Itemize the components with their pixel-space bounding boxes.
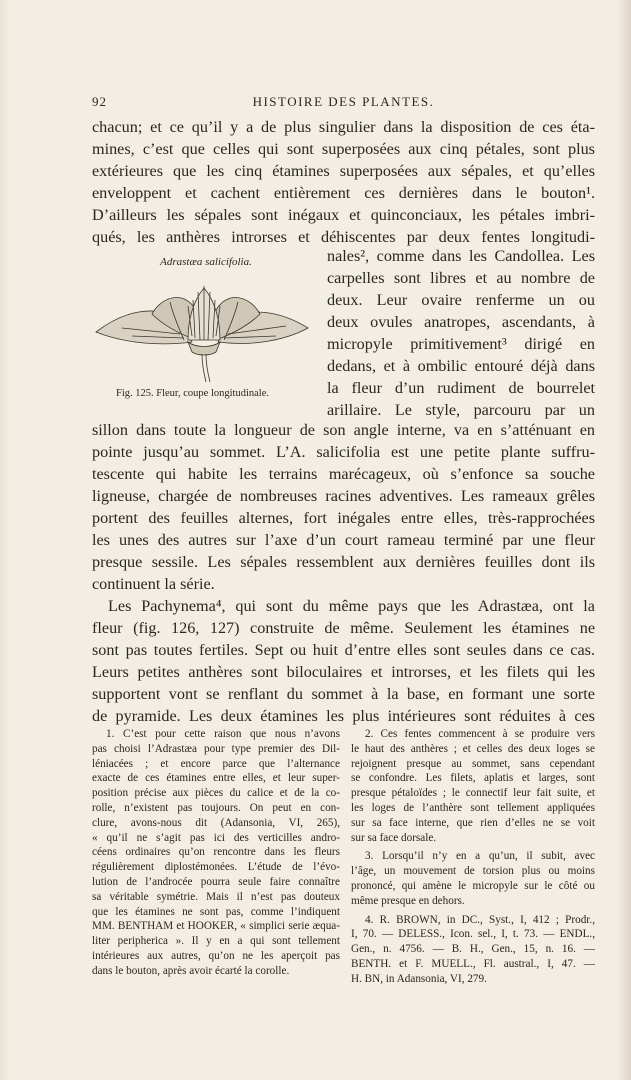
footnote-line: les loges de l’anthère sont tellement appliquées: [351, 801, 595, 814]
text-line: la fleur d’un rudiment de bourrelet: [327, 379, 595, 397]
footnote-line: 3. Lorsqu’il n’y en a qu’un, il subit, avec: [365, 850, 595, 863]
text-line: dedans, et à ombilic entouré déjà dans: [327, 357, 595, 375]
page-number: 92: [92, 94, 107, 109]
flower-section-illustration: [92, 282, 320, 386]
figure-caption: Fig. 125. Fleur, coupe longitudinale.: [116, 388, 269, 399]
figure-title: Adrastæa salicifolia.: [160, 256, 252, 268]
text-line: les unes des autres sur l’axe d’un court rameau terminé par une fleur: [92, 531, 595, 549]
body-text-bottom: [92, 419, 595, 727]
footnote-line: I, 70. — DELESS., Icon. sel., I, t. 73. — ENDL.,: [351, 928, 595, 941]
text-line: supportent vont se renflant du sommet à la base, en formant une sorte: [92, 685, 595, 703]
running-title: HISTOIRE DES PLANTES.: [252, 94, 435, 109]
text-line: enveloppent et cachent entièrement ces dernières dans le bouton¹.: [92, 184, 595, 202]
footnote: [351, 913, 595, 987]
footnote: [92, 727, 340, 979]
text-line: micropyle primitivement³ dirigé en: [327, 335, 595, 353]
figure-125: [92, 256, 320, 406]
running-header: [92, 94, 595, 112]
body-text-beside-figure: [327, 246, 595, 422]
footnote-line: sur sa face dorsale.: [351, 831, 437, 844]
footnote-line: liter peripherica ». Il y en a qui sont tellement: [92, 935, 340, 948]
footnote-line: rejoignent presque au sommet, sans cependant: [351, 757, 595, 770]
footnote-line: MM. BENTHAM et HOOKER, « simplici serie æqua-: [92, 920, 340, 933]
footnote: [351, 727, 595, 845]
text-line: de pyramide. Les deux étamines les plus intérieures sont réduites à ces: [92, 707, 595, 725]
footnote-line: rolle, n’existent pas toujours. On peut en con-: [92, 801, 340, 814]
footnote-line: exacte de ces étamines entre elles, et leur super-: [92, 772, 340, 785]
footnote-line: lution de l’androcée pourra seule faire connaître: [92, 875, 340, 888]
footnote-line: l’âge, un mouvement de torsion plus ou moins: [351, 865, 595, 878]
text-line: fleur (fig. 126, 127) construite de même. Seulement les étamines ne: [92, 619, 595, 637]
footnote-line: 1. C’est pour cette raison que nous n’avons: [106, 728, 340, 740]
footnote-line: clure, avons-nous dit (Adansonia, VI, 265),: [92, 816, 340, 829]
footnote-line: « qu’il ne s’agit pas ici des verticilles andro-: [92, 831, 340, 844]
text-line: arillaire. Le style, parcouru par un: [327, 401, 595, 419]
text-line: pointe jusqu’au sommet. L’A. salicifolia est une petite plante suffru-: [92, 443, 595, 461]
footnote-line: prononcé, qui amène le micropyle sur le côté ou: [351, 879, 595, 892]
footnote-line: Gen., n. 4756. — B. H., Gen., 15, n. 16. —: [351, 943, 595, 956]
text-line: Les Pachynema⁴, qui sont du même pays que les Adrastæa, ont la: [108, 597, 595, 615]
footnote-line: même presque en dehors.: [351, 894, 465, 907]
footnote-line: H. BN, in Adansonia, VI, 279.: [351, 972, 487, 985]
text-line: D’ailleurs les sépales sont inégaux et quinconciaux, les pétales imbri-: [92, 206, 595, 224]
text-line: deux. Leur ovaire renferme un ou: [327, 291, 595, 309]
text-line: portent des feuilles alternes, fort inégales entre elles, très-rapprochées: [92, 509, 595, 527]
footnote-line: se confondre. Les filets, aplatis et larges, sont: [351, 772, 595, 785]
footnote-line: céens ordinaires qu’on rencontre dans les fleurs: [92, 846, 340, 859]
footnote-line: BENTH. et F. MUELL., Fl. austral., I, 47. —: [351, 957, 595, 970]
text-line: sillon dans toute la longueur de son angle interne, va en s’atténuant en: [92, 421, 595, 439]
footnote-line: le haut des anthères ; et celles des deux loges se: [351, 742, 595, 755]
footnote-line: 4. R. BROWN, in DC., Syst., I, 412 ; Prodr.,: [365, 913, 595, 926]
footnote-line: sur sa face interne, que rien d’elles ne se voit: [351, 816, 595, 829]
footnote-line: intérieures aux autres, qu’on ne les aperçoit pas: [92, 949, 340, 962]
footnote-line: que les étamines ne sont pas, comme l’indiquent: [92, 905, 340, 918]
footnote-line: dans le bouton, après avoir écarté la corolle.: [92, 964, 290, 977]
page-edge-shadow-left: [0, 0, 10, 1080]
body-text-top: [92, 116, 595, 248]
footnote-line: pas choisi l’Adrastæa pour type premier des Dil-: [92, 742, 340, 755]
footnotes-right-column: [351, 727, 595, 987]
footnote-line: 2. Ces fentes commencent à se produire vers: [365, 728, 595, 740]
text-line: ligneuse, chargée de nombreuses racines adventives. Les rameaux grêles: [92, 487, 595, 505]
text-line: continuent la série.: [92, 575, 215, 593]
text-line: nales², comme dans les Candollea. Les: [327, 247, 595, 265]
text-line: carpelles sont libres et au nombre de: [327, 269, 595, 287]
text-line: presque sessile. Les sépales ressemblent aux dernières feuilles dont ils: [92, 553, 595, 571]
footnote-line: léniacées ; et encore parce que l’alternance: [92, 757, 340, 770]
footnote-line: position précise aux pièces du calice et de la co-: [92, 787, 340, 800]
text-line: extérieures que les cinq étamines superposées aux sépales, et qu’elles: [92, 162, 595, 180]
text-line: chacun; et ce qu’il y a de plus singulier dans la disposition de ces éta-: [92, 118, 595, 136]
footnotes-left-column: [92, 727, 340, 979]
text-line: deux ovules anatropes, ascendants, à: [327, 313, 595, 331]
footnote-line: sa véritable symétrie. Mais il n’est pas douteux: [92, 890, 340, 903]
text-line: mines, c’est que celles qui sont superposées aux cinq pétales, sont plus: [92, 140, 595, 158]
text-line: qués, les anthères introrses et déhiscentes par deux fentes longitudi-: [92, 228, 595, 246]
text-line: Leurs petites anthères sont biloculaires et introrses, et les filets qui les: [92, 663, 595, 681]
text-line: tescente qui habite les terrains marécageux, où s’enfonce sa souche: [92, 465, 595, 483]
footnote-line: régulièrement diplostémonées. L’étude de l’évo-: [92, 861, 340, 874]
page-edge-shadow-right: [617, 0, 631, 1080]
footnote-line: presque pétaloïdes ; le connectif leur fait suite, et: [351, 787, 595, 800]
footnote: [351, 849, 595, 908]
text-line: sont pas toutes fertiles. Sept ou huit d’entre elles sont seules dans ce cas.: [92, 641, 595, 659]
